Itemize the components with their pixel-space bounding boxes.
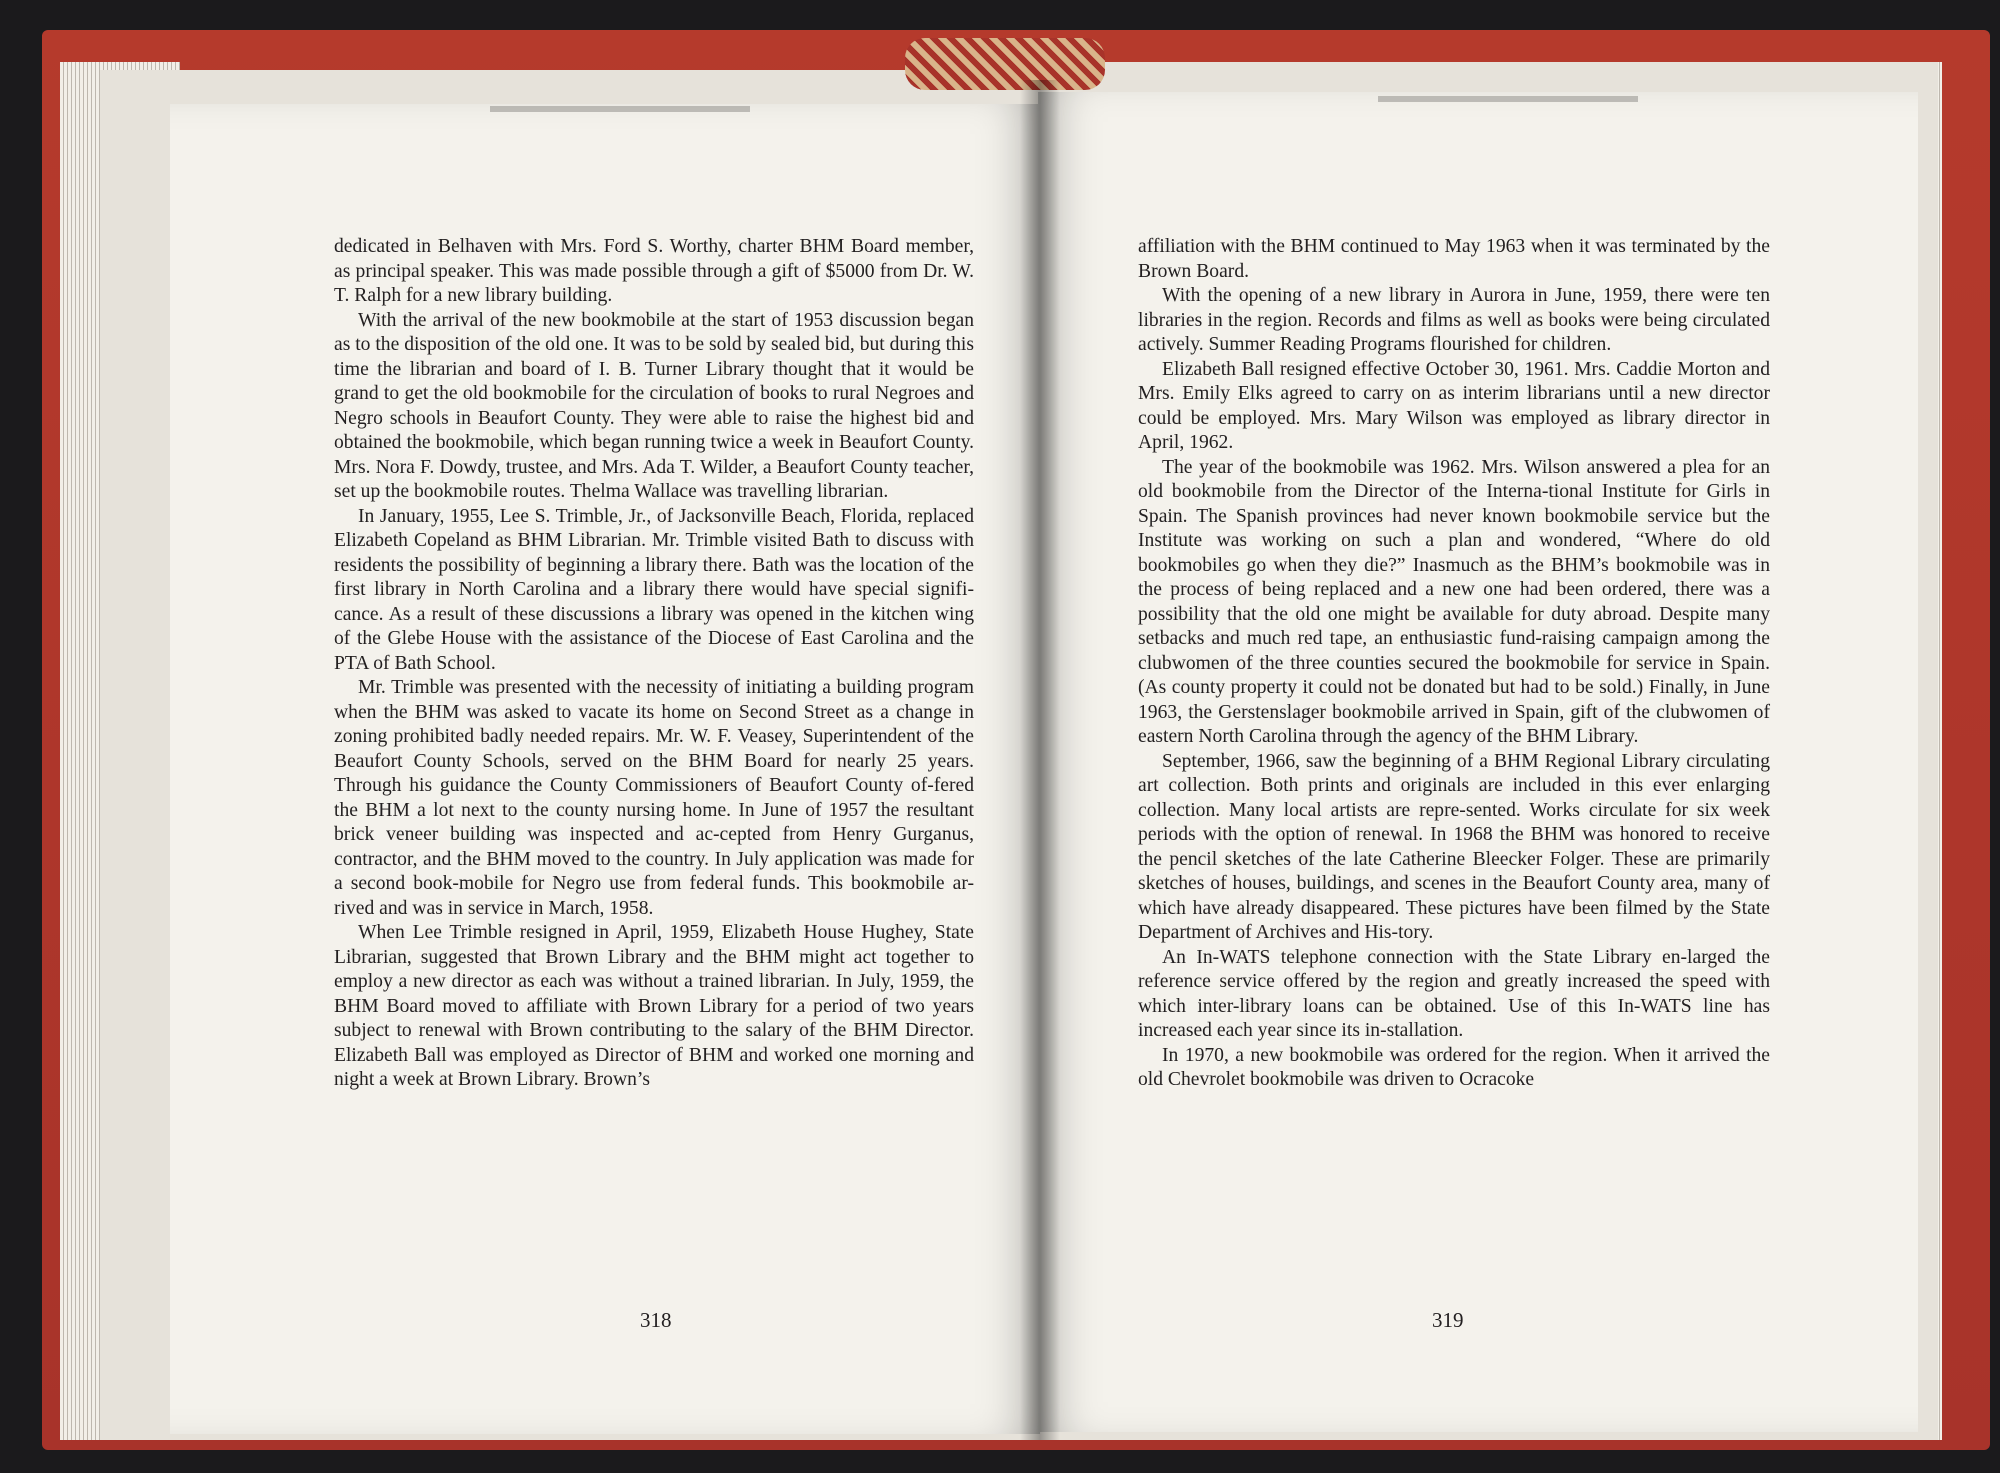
paragraph: An In-WATS telephone connection with the State Library en-larged the reference service offered by the region and greatly increased the speed with which inter-library loans can be obtained. Use of this In-WATS line has increased each year since its in-stallation. xyxy=(1138,946,1770,1041)
left-running-head-bleed xyxy=(490,106,750,112)
right-page-text xyxy=(1138,235,1770,1093)
page-number-right: 319 xyxy=(1432,1308,1464,1332)
right-running-head-bleed xyxy=(1378,96,1638,102)
paragraph: When Lee Trimble resigned in April, 1959, Elizabeth House Hughey, State Librarian, suggested that Brown Library and the BHM might act together to employ a new director as each was without a trained librarian. In July, 1959, the BHM Board moved to affiliate with Brown Library for a period of two years subject to renewal with Brown contributing to the salary of the BHM Director. Elizabeth Ball was employed as Director of BHM and worked one morning and night a week at Brown Library. Brown’s xyxy=(334,922,974,1090)
paragraph: September, 1966, saw the beginning of a BHM Regional Library circulating art collection. Both prints and originals are included in this ever enlarging collection. Many local artists are repre-sented. Works circulate for six week periods with the option of renewal. In 1968 the BHM was honored to receive the pencil sketches of the late Catherine Bleecker Folger. These are primarily sketches of houses, buildings, and scenes in the Beaufort County area, many of which have already disappeared. These pictures have been filmed by the State Department of Archives and His-tory. xyxy=(1138,750,1770,943)
paragraph: dedicated in Belhaven with Mrs. Ford S. Worthy, charter BHM Board member, as principal speaker. This was made possible through a gift of $5000 from Dr. W. T. Ralph for a new library building. xyxy=(334,236,974,306)
paragraph: In January, 1955, Lee S. Trimble, Jr., of Jacksonville Beach, Florida, replaced Elizabeth Copeland as BHM Librarian. Mr. Trimble visited Bath to discuss with residents the possibility of beginning a library there. Bath was the location of the first library in North Carolina and a library there would have special signifi-cance. As a result of these discussions a library was opened in the kitchen wing of the Glebe House with the assistance of the Diocese of East Carolina and the PTA of Bath School. xyxy=(334,505,974,674)
paragraph: affiliation with the BHM continued to May 1963 when it was terminated by the Brown Board. xyxy=(1138,236,1770,282)
paragraph: With the arrival of the new bookmobile at the start of 1953 discussion began as to the disposition of the old one. It was to be sold by sealed bid, but during this time the librarian and board of I. B. Turner Library thought that it would be grand to get the old bookmobile for the circulation of books to rural Negroes and Negro schools in Beaufort County. They were able to raise the highest bid and obtained the bookmobile, which began running twice a week in Beaufort County. Mrs. Nora F. Dowdy, trustee, and Mrs. Ada T. Wilder, a Beaufort County teacher, set up the bookmobile routes. Thelma Wallace was travelling librarian. xyxy=(334,309,974,502)
paragraph: Elizabeth Ball resigned effective October 30, 1961. Mrs. Caddie Morton and Mrs. Emily Elks agreed to carry on as interim librarians until a new director could be employed. Mrs. Mary Wilson was employed as library director in April, 1962. xyxy=(1138,358,1770,453)
paragraph: With the opening of a new library in Aurora in June, 1959, there were ten libraries in the region. Records and films as well as books were being circulated actively. Summer Reading Programs flourished for children. xyxy=(1138,285,1770,355)
paragraph: The year of the bookmobile was 1962. Mrs. Wilson answered a plea for an old bookmobile from the Director of the Interna-tional Institute for Girls in Spain. The Spanish provinces had never known bookmobile service but the Institute was working on such a plan and wondered, “Where do old bookmobiles go when they die?” Inasmuch as the BHM’s bookmobile was in the process of being replaced and a new one had been ordered, there was a possibility that the old one might be available for duty abroad. Despite many setbacks and much red tape, an enthusiastic fund-raising campaign among the clubwomen of the three counties secured the bookmobile for service in Spain. (As county property it could not be donated but had to be sold.) Finally, in June 1963, the Gerstenslager bookmobile arrived in Spain, gift of the clubwomen of eastern North Carolina through the agency of the BHM Library. xyxy=(1138,456,1770,747)
paragraph: Mr. Trimble was presented with the necessity of initiating a building program when the BHM was asked to vacate its home on Second Street as a change in zoning prohibited badly needed repairs. Mr. W. F. Veasey, Superintendent of the Beaufort County Schools, served on the BHM Board for nearly 25 years. Through his guidance the County Commissioners of Beaufort County of-fered the BHM a lot next to the county nursing home. In June of 1957 the resultant brick veneer building was inspected and ac-cepted from Henry Gurganus, contractor, and the BHM moved to the country. In July application was made for a second book-mobile for Negro use from federal funds. This bookmobile ar-rived and was in service in March, 1958. xyxy=(334,677,974,919)
page-number-left: 318 xyxy=(640,1308,672,1332)
headband xyxy=(905,38,1105,90)
gutter-shadow xyxy=(1020,80,1060,1440)
left-page-text xyxy=(334,235,974,1093)
paragraph: In 1970, a new bookmobile was ordered for the region. When it arrived the old Chevrolet bookmobile was driven to Ocracoke xyxy=(1138,1044,1770,1090)
